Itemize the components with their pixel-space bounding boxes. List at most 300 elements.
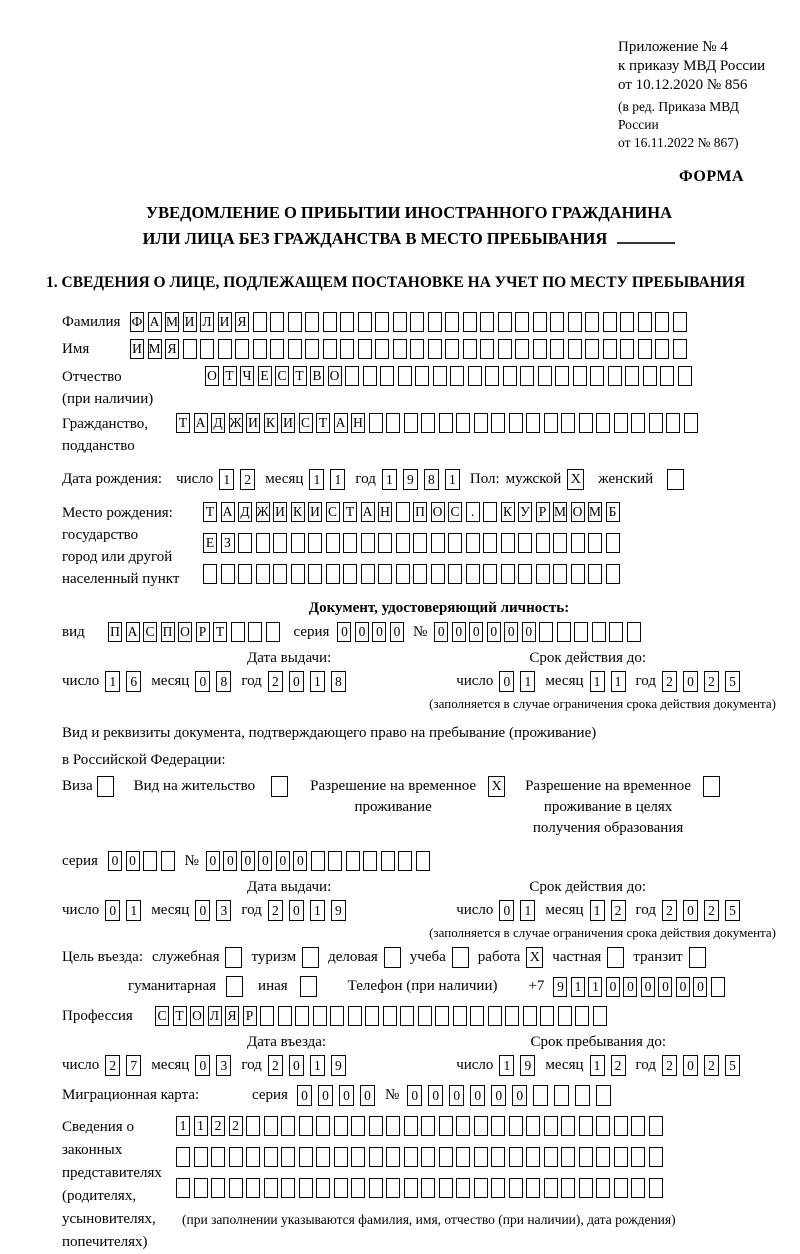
char-box[interactable]: 0 <box>289 900 304 921</box>
char-box[interactable] <box>295 1006 309 1026</box>
char-box[interactable]: Е <box>203 533 217 553</box>
char-box[interactable]: 1 <box>126 900 141 921</box>
char-box[interactable]: 0 <box>126 851 140 871</box>
char-box[interactable] <box>386 1147 400 1167</box>
char-box[interactable] <box>323 312 337 332</box>
char-box[interactable] <box>351 1178 365 1198</box>
char-box[interactable] <box>194 1178 208 1198</box>
char-box[interactable]: 9 <box>331 900 346 921</box>
char-box[interactable] <box>631 1147 645 1167</box>
char-box[interactable] <box>575 1085 590 1106</box>
char-box[interactable]: 2 <box>662 671 677 692</box>
char-box[interactable]: 0 <box>195 1055 210 1076</box>
char-box[interactable] <box>468 366 482 386</box>
char-box[interactable] <box>340 339 354 359</box>
char-box[interactable] <box>200 339 214 359</box>
char-box[interactable]: 1 <box>105 671 120 692</box>
char-box[interactable] <box>378 564 392 584</box>
char-box[interactable] <box>596 1085 611 1106</box>
char-box[interactable] <box>509 1178 523 1198</box>
char-box[interactable]: О <box>571 502 585 522</box>
char-box[interactable] <box>649 1116 663 1136</box>
char-box[interactable] <box>369 1116 383 1136</box>
char-box[interactable] <box>603 339 617 359</box>
char-box[interactable] <box>273 564 287 584</box>
char-box[interactable] <box>588 533 602 553</box>
char-box[interactable] <box>638 339 652 359</box>
char-box[interactable] <box>536 533 550 553</box>
char-box[interactable]: Т <box>293 366 307 386</box>
char-box[interactable]: О <box>328 366 342 386</box>
char-box[interactable]: Т <box>223 366 237 386</box>
char-box[interactable] <box>631 1116 645 1136</box>
char-box[interactable] <box>363 851 377 871</box>
char-box[interactable] <box>299 1178 313 1198</box>
char-box[interactable] <box>253 339 267 359</box>
char-box[interactable] <box>256 533 270 553</box>
char-box[interactable]: 0 <box>289 1055 304 1076</box>
char-box[interactable]: 1 <box>330 469 345 490</box>
char-box[interactable] <box>386 1178 400 1198</box>
char-box[interactable]: О <box>431 502 445 522</box>
char-box[interactable] <box>439 413 453 433</box>
char-box[interactable] <box>299 1147 313 1167</box>
char-box[interactable] <box>568 312 582 332</box>
char-box[interactable]: 0 <box>105 900 120 921</box>
char-box[interactable] <box>488 1006 502 1026</box>
char-box[interactable] <box>571 564 585 584</box>
char-box[interactable]: А <box>194 413 208 433</box>
char-box[interactable] <box>410 312 424 332</box>
char-box[interactable]: 0 <box>428 1085 443 1106</box>
char-box[interactable]: П <box>161 622 175 642</box>
char-box[interactable] <box>466 533 480 553</box>
char-box[interactable]: Р <box>536 502 550 522</box>
char-box[interactable] <box>456 1116 470 1136</box>
char-box[interactable]: А <box>361 502 375 522</box>
char-box[interactable] <box>558 1006 572 1026</box>
char-box[interactable] <box>585 339 599 359</box>
char-box[interactable]: С <box>326 502 340 522</box>
char-box[interactable] <box>463 339 477 359</box>
char-box[interactable]: 0 <box>499 900 514 921</box>
char-box[interactable]: 1 <box>309 469 324 490</box>
char-box[interactable] <box>561 413 575 433</box>
char-box[interactable] <box>246 1116 260 1136</box>
char-box[interactable] <box>281 1178 295 1198</box>
char-box[interactable] <box>544 413 558 433</box>
char-box[interactable]: 1 <box>611 671 626 692</box>
char-box[interactable] <box>264 1178 278 1198</box>
char-box[interactable] <box>365 1006 379 1026</box>
char-box[interactable] <box>326 564 340 584</box>
char-box[interactable] <box>456 1147 470 1167</box>
char-box[interactable]: В <box>310 366 324 386</box>
char-box[interactable] <box>579 1178 593 1198</box>
char-box[interactable]: 1 <box>310 1055 325 1076</box>
char-box[interactable] <box>428 339 442 359</box>
char-box[interactable]: 0 <box>683 1055 698 1076</box>
char-box[interactable] <box>480 312 494 332</box>
gender-female-checkbox[interactable] <box>667 469 684 490</box>
char-box[interactable] <box>614 1147 628 1167</box>
char-box[interactable] <box>649 413 663 433</box>
char-box[interactable] <box>526 1116 540 1136</box>
char-box[interactable] <box>603 312 617 332</box>
char-box[interactable]: О <box>205 366 219 386</box>
char-box[interactable]: 0 <box>318 1085 333 1106</box>
char-box[interactable] <box>538 366 552 386</box>
char-box[interactable]: . <box>466 502 480 522</box>
char-box[interactable] <box>575 1006 589 1026</box>
char-box[interactable]: 0 <box>258 851 272 871</box>
char-box[interactable] <box>571 533 585 553</box>
char-box[interactable] <box>518 533 532 553</box>
char-box[interactable] <box>288 312 302 332</box>
char-box[interactable] <box>264 1147 278 1167</box>
char-box[interactable] <box>273 533 287 553</box>
char-box[interactable]: Р <box>243 1006 257 1026</box>
char-box[interactable] <box>509 1147 523 1167</box>
char-box[interactable]: 2 <box>662 1055 677 1076</box>
char-box[interactable]: П <box>413 502 427 522</box>
char-box[interactable] <box>211 1178 225 1198</box>
char-box[interactable]: А <box>221 502 235 522</box>
char-box[interactable] <box>246 1147 260 1167</box>
char-box[interactable]: С <box>299 413 313 433</box>
char-box[interactable]: Б <box>606 502 620 522</box>
char-box[interactable]: 2 <box>611 900 626 921</box>
char-box[interactable]: 0 <box>297 1085 312 1106</box>
purpose-other-checkbox[interactable] <box>300 976 317 997</box>
char-box[interactable] <box>655 312 669 332</box>
char-box[interactable]: Т <box>343 502 357 522</box>
char-box[interactable] <box>509 1116 523 1136</box>
residence-permit-checkbox[interactable] <box>271 776 288 797</box>
char-box[interactable] <box>491 1178 505 1198</box>
temp-residence-checkbox[interactable]: X <box>488 776 505 797</box>
char-box[interactable] <box>363 366 377 386</box>
char-box[interactable] <box>526 413 540 433</box>
char-box[interactable] <box>448 564 462 584</box>
char-box[interactable] <box>211 1147 225 1167</box>
char-box[interactable]: 0 <box>449 1085 464 1106</box>
char-box[interactable]: 2 <box>211 1116 225 1136</box>
char-box[interactable]: Я <box>235 312 249 332</box>
char-box[interactable] <box>334 1116 348 1136</box>
char-box[interactable] <box>491 1116 505 1136</box>
char-box[interactable] <box>413 564 427 584</box>
char-box[interactable] <box>439 1147 453 1167</box>
char-box[interactable] <box>421 1116 435 1136</box>
char-box[interactable] <box>539 622 553 642</box>
char-box[interactable]: 0 <box>470 1085 485 1106</box>
char-box[interactable] <box>450 366 464 386</box>
char-box[interactable] <box>431 564 445 584</box>
char-box[interactable] <box>614 413 628 433</box>
purpose-official-checkbox[interactable] <box>225 947 242 968</box>
char-box[interactable] <box>358 339 372 359</box>
char-box[interactable]: Т <box>213 622 227 642</box>
char-box[interactable]: 0 <box>241 851 255 871</box>
char-box[interactable] <box>369 413 383 433</box>
char-box[interactable]: 1 <box>520 671 535 692</box>
char-box[interactable]: 0 <box>293 851 307 871</box>
char-box[interactable] <box>544 1178 558 1198</box>
char-box[interactable] <box>396 564 410 584</box>
char-box[interactable] <box>404 1116 418 1136</box>
char-box[interactable] <box>614 1178 628 1198</box>
char-box[interactable] <box>439 1178 453 1198</box>
char-box[interactable] <box>684 413 698 433</box>
char-box[interactable]: 9 <box>403 469 418 490</box>
char-box[interactable] <box>523 1006 537 1026</box>
char-box[interactable] <box>466 564 480 584</box>
char-box[interactable] <box>229 1147 243 1167</box>
char-box[interactable]: 8 <box>424 469 439 490</box>
char-box[interactable]: 0 <box>108 851 122 871</box>
char-box[interactable] <box>554 1085 569 1106</box>
char-box[interactable] <box>351 1116 365 1136</box>
char-box[interactable] <box>346 851 360 871</box>
char-box[interactable]: 0 <box>504 622 518 642</box>
char-box[interactable]: Е <box>258 366 272 386</box>
char-box[interactable] <box>474 1147 488 1167</box>
char-box[interactable] <box>533 339 547 359</box>
char-box[interactable] <box>421 1178 435 1198</box>
char-box[interactable] <box>435 1006 449 1026</box>
char-box[interactable]: И <box>183 312 197 332</box>
char-box[interactable]: Я <box>165 339 179 359</box>
char-box[interactable]: 1 <box>590 671 605 692</box>
char-box[interactable] <box>590 366 604 386</box>
char-box[interactable] <box>631 1178 645 1198</box>
char-box[interactable] <box>666 413 680 433</box>
char-box[interactable] <box>445 339 459 359</box>
char-box[interactable] <box>369 1178 383 1198</box>
purpose-humanitarian-checkbox[interactable] <box>226 976 243 997</box>
char-box[interactable] <box>330 1006 344 1026</box>
char-box[interactable]: Н <box>351 413 365 433</box>
char-box[interactable] <box>540 1006 554 1026</box>
char-box[interactable]: 5 <box>725 671 740 692</box>
char-box[interactable] <box>561 1147 575 1167</box>
purpose-business-checkbox[interactable] <box>384 947 401 968</box>
char-box[interactable]: С <box>275 366 289 386</box>
char-box[interactable] <box>596 413 610 433</box>
char-box[interactable] <box>161 851 175 871</box>
char-box[interactable]: С <box>155 1006 169 1026</box>
char-box[interactable] <box>561 1116 575 1136</box>
char-box[interactable] <box>326 533 340 553</box>
char-box[interactable]: Т <box>316 413 330 433</box>
purpose-transit-checkbox[interactable] <box>689 947 706 968</box>
char-box[interactable]: 2 <box>662 900 677 921</box>
char-box[interactable] <box>485 366 499 386</box>
char-box[interactable] <box>561 1178 575 1198</box>
char-box[interactable]: Ж <box>229 413 243 433</box>
char-box[interactable]: И <box>218 312 232 332</box>
char-box[interactable]: С <box>448 502 462 522</box>
char-box[interactable]: 2 <box>268 900 283 921</box>
purpose-work-checkbox[interactable]: X <box>526 947 543 968</box>
char-box[interactable] <box>553 533 567 553</box>
temp-residence-edu-checkbox[interactable] <box>703 776 720 797</box>
char-box[interactable] <box>550 339 564 359</box>
char-box[interactable] <box>491 413 505 433</box>
char-box[interactable] <box>503 366 517 386</box>
char-box[interactable]: 2 <box>229 1116 243 1136</box>
char-box[interactable] <box>194 1147 208 1167</box>
char-box[interactable] <box>509 413 523 433</box>
char-box[interactable]: Т <box>203 502 217 522</box>
char-box[interactable] <box>593 1006 607 1026</box>
char-box[interactable] <box>711 977 725 997</box>
char-box[interactable]: П <box>108 622 122 642</box>
char-box[interactable] <box>678 366 692 386</box>
char-box[interactable] <box>627 622 641 642</box>
char-box[interactable] <box>415 366 429 386</box>
char-box[interactable] <box>526 1147 540 1167</box>
char-box[interactable] <box>515 312 529 332</box>
char-box[interactable]: О <box>178 622 192 642</box>
char-box[interactable] <box>418 1006 432 1026</box>
char-box[interactable] <box>533 1085 548 1106</box>
char-box[interactable]: 8 <box>216 671 231 692</box>
char-box[interactable] <box>555 366 569 386</box>
char-box[interactable] <box>398 851 412 871</box>
char-box[interactable] <box>305 339 319 359</box>
char-box[interactable]: 0 <box>452 622 466 642</box>
char-box[interactable]: 0 <box>355 622 369 642</box>
char-box[interactable] <box>574 622 588 642</box>
char-box[interactable] <box>311 851 325 871</box>
char-box[interactable] <box>386 413 400 433</box>
char-box[interactable] <box>533 312 547 332</box>
purpose-tourism-checkbox[interactable] <box>302 947 319 968</box>
char-box[interactable] <box>431 533 445 553</box>
char-box[interactable]: 1 <box>571 977 585 997</box>
char-box[interactable] <box>596 1147 610 1167</box>
char-box[interactable]: Д <box>211 413 225 433</box>
char-box[interactable]: 0 <box>276 851 290 871</box>
char-box[interactable]: К <box>264 413 278 433</box>
char-box[interactable] <box>620 339 634 359</box>
char-box[interactable]: И <box>130 339 144 359</box>
char-box[interactable] <box>596 1178 610 1198</box>
char-box[interactable] <box>176 1147 190 1167</box>
char-box[interactable]: М <box>588 502 602 522</box>
char-box[interactable] <box>253 312 267 332</box>
char-box[interactable]: 0 <box>683 900 698 921</box>
char-box[interactable] <box>393 312 407 332</box>
char-box[interactable]: 2 <box>268 671 283 692</box>
char-box[interactable]: Ч <box>240 366 254 386</box>
char-box[interactable] <box>299 1116 313 1136</box>
char-box[interactable] <box>264 1116 278 1136</box>
char-box[interactable]: Я <box>225 1006 239 1026</box>
char-box[interactable] <box>483 502 497 522</box>
char-box[interactable] <box>544 1147 558 1167</box>
char-box[interactable]: 0 <box>360 1085 375 1106</box>
char-box[interactable] <box>351 1147 365 1167</box>
char-box[interactable] <box>361 564 375 584</box>
char-box[interactable] <box>445 312 459 332</box>
char-box[interactable] <box>375 312 389 332</box>
char-box[interactable] <box>260 1006 274 1026</box>
char-box[interactable]: 0 <box>512 1085 527 1106</box>
char-box[interactable] <box>638 312 652 332</box>
char-box[interactable] <box>308 533 322 553</box>
char-box[interactable] <box>281 1116 295 1136</box>
char-box[interactable] <box>221 564 235 584</box>
char-box[interactable] <box>606 564 620 584</box>
char-box[interactable]: 3 <box>216 1055 231 1076</box>
char-box[interactable] <box>428 312 442 332</box>
char-box[interactable] <box>413 533 427 553</box>
char-box[interactable]: К <box>291 502 305 522</box>
char-box[interactable]: 0 <box>641 977 655 997</box>
char-box[interactable] <box>348 1006 362 1026</box>
char-box[interactable] <box>416 851 430 871</box>
char-box[interactable] <box>203 564 217 584</box>
char-box[interactable]: 0 <box>223 851 237 871</box>
char-box[interactable] <box>463 312 477 332</box>
char-box[interactable] <box>375 339 389 359</box>
purpose-study-checkbox[interactable] <box>452 947 469 968</box>
char-box[interactable] <box>358 312 372 332</box>
char-box[interactable]: К <box>501 502 515 522</box>
char-box[interactable] <box>334 1178 348 1198</box>
char-box[interactable]: 1 <box>310 671 325 692</box>
char-box[interactable] <box>396 502 410 522</box>
char-box[interactable] <box>491 1147 505 1167</box>
char-box[interactable]: 9 <box>520 1055 535 1076</box>
char-box[interactable] <box>501 533 515 553</box>
char-box[interactable] <box>660 366 674 386</box>
char-box[interactable]: 5 <box>725 900 740 921</box>
char-box[interactable] <box>361 533 375 553</box>
char-box[interactable] <box>291 564 305 584</box>
char-box[interactable] <box>631 413 645 433</box>
char-box[interactable] <box>369 1147 383 1167</box>
char-box[interactable]: 1 <box>520 900 535 921</box>
char-box[interactable] <box>308 564 322 584</box>
char-box[interactable] <box>474 1116 488 1136</box>
char-box[interactable] <box>655 339 669 359</box>
char-box[interactable] <box>183 339 197 359</box>
char-box[interactable] <box>625 366 639 386</box>
char-box[interactable] <box>383 1006 397 1026</box>
char-box[interactable] <box>270 312 284 332</box>
char-box[interactable] <box>316 1147 330 1167</box>
char-box[interactable]: 0 <box>407 1085 422 1106</box>
char-box[interactable] <box>238 564 252 584</box>
char-box[interactable] <box>620 312 634 332</box>
char-box[interactable]: 0 <box>390 622 404 642</box>
char-box[interactable]: 9 <box>331 1055 346 1076</box>
char-box[interactable]: 8 <box>331 671 346 692</box>
char-box[interactable] <box>585 312 599 332</box>
char-box[interactable]: А <box>148 312 162 332</box>
char-box[interactable]: Т <box>176 413 190 433</box>
char-box[interactable] <box>378 533 392 553</box>
char-box[interactable] <box>328 851 342 871</box>
char-box[interactable]: 5 <box>725 1055 740 1076</box>
char-box[interactable]: 0 <box>623 977 637 997</box>
char-box[interactable]: У <box>518 502 532 522</box>
char-box[interactable]: 0 <box>195 671 210 692</box>
